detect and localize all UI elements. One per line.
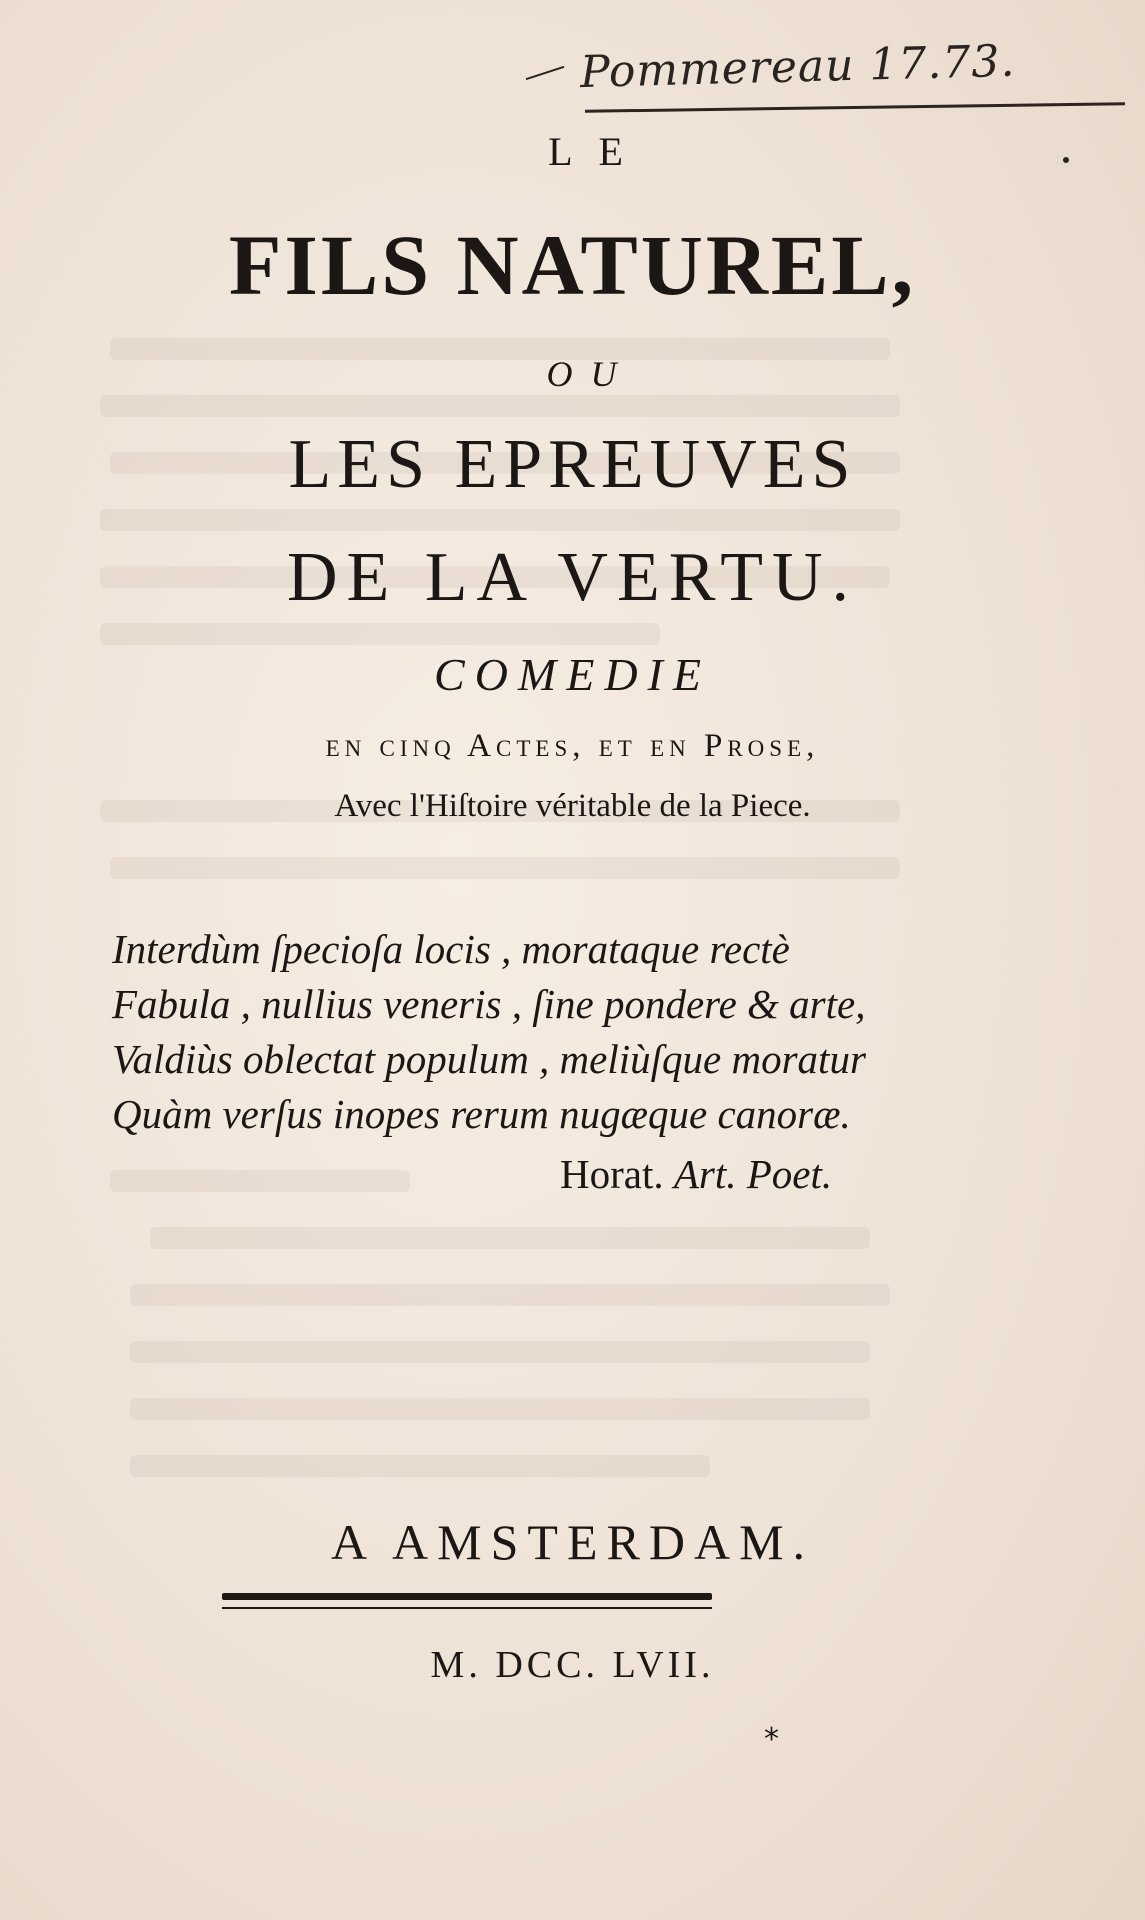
epigraph-line: Interdùm ſpecioſa locis , morataque rectè xyxy=(112,926,790,972)
imprint-place: A AMSTERDAM. xyxy=(330,1514,815,1570)
genre: COMEDIE xyxy=(434,649,711,700)
history-note: Avec l'Hiſtoire véritable de la Piece. xyxy=(334,788,811,824)
signature-underline xyxy=(585,102,1125,113)
epigraph-line: Fabula , nullius veneris , ſine pondere & arte, xyxy=(112,981,866,1027)
title-conjunction: OU xyxy=(546,354,635,394)
subtitle-line-2: DE LA VERTU. xyxy=(286,539,859,616)
signature-mark: * xyxy=(764,1722,779,1757)
epigraph-line: Valdiùs oblectat populum , meliùſque moratur xyxy=(112,1036,866,1082)
imprint-rule-thick xyxy=(222,1593,712,1600)
epigraph-source xyxy=(560,1150,832,1198)
title-article: LE xyxy=(548,129,649,174)
epigraph-line: Quàm verſus inopes rerum nugæque canoræ. xyxy=(112,1091,851,1137)
imprint-date: M. DCC. LVII. xyxy=(430,1644,715,1686)
epigraph-work: Art. Poet. xyxy=(673,1151,833,1197)
handwritten-signature: Pommereau 17.73. xyxy=(579,35,1016,99)
imprint-rule-thin xyxy=(222,1607,712,1609)
epigraph-author: Horat. xyxy=(560,1151,664,1197)
title-main: FILS NATUREL, xyxy=(228,217,917,313)
acts-description: en cinq Actes, et en Prose, xyxy=(325,728,820,764)
subtitle-line-1: LES EPREUVES xyxy=(288,426,857,503)
signature-flourish xyxy=(526,66,565,80)
